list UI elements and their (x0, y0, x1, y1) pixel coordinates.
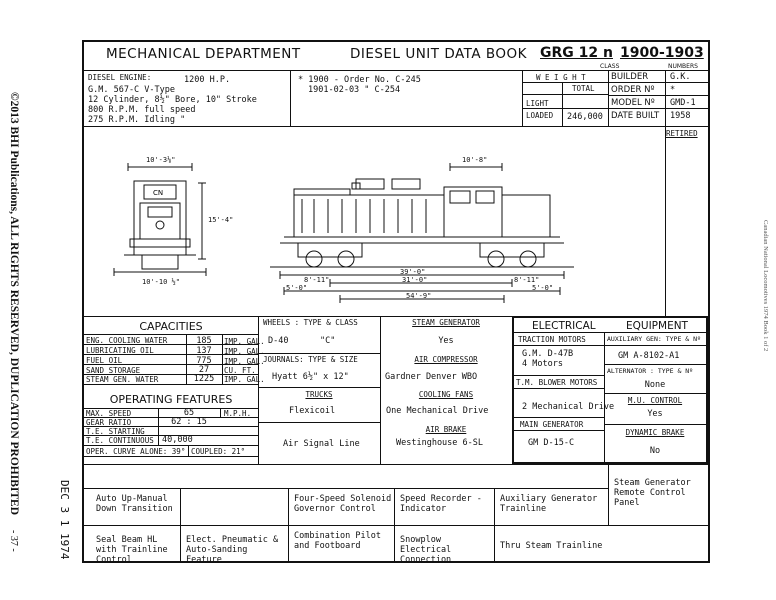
op-row-1-value: 65 (183, 408, 195, 418)
dim-left-1: 8'-11" (304, 276, 330, 284)
divider (84, 488, 608, 489)
divider (84, 384, 258, 385)
engine-line-1: G.M. 567-C V-Type (88, 85, 175, 95)
dim-width-top: 10'-3⅛" (146, 156, 176, 164)
order-no-value: * (670, 85, 676, 95)
mu-control-value: Yes (647, 409, 663, 419)
cap-row-1-unit: IMP. GAL. (224, 337, 265, 346)
op-curve-coupled: COUPLED: 21° (191, 447, 246, 456)
dim-right-1: 8'-11" (514, 276, 540, 284)
received-date-stamp: DEC 3 1 1974 (58, 480, 71, 560)
engine-line-3: 800 R.P.M. full speed (88, 105, 196, 115)
divider (665, 126, 666, 316)
op-row-4-item: T.E. CONTINUOUS (86, 436, 154, 445)
cap-row-2-item: LUBRICATING OIL (86, 346, 154, 355)
cn-logo-text: CN (152, 189, 164, 197)
divider (608, 108, 708, 109)
alternator-value: None (644, 380, 666, 390)
trucks-label: TRUCKS (305, 390, 333, 399)
divider (522, 82, 608, 83)
cap-row-4-value: 27 (198, 365, 210, 375)
divider (84, 334, 258, 335)
aux-gen-label: AUXILIARY GEN: TYPE & Nº (607, 335, 701, 343)
divider (608, 82, 708, 83)
dim-right-2: 5'-0" (532, 284, 554, 292)
cap-row-5-item: STEAM GEN. WATER (86, 375, 159, 384)
divider (84, 456, 258, 457)
main-generator-label: MAIN GENERATOR (520, 420, 584, 429)
feature-extra: Steam Generator Remote Control Panel (614, 478, 691, 508)
divider (522, 108, 608, 109)
steam-gen-label: STEAM GENERATOR (412, 318, 480, 327)
dim-top-right: 10'-8" (462, 156, 488, 164)
department-title: MECHANICAL DEPARTMENT (106, 46, 301, 62)
divider (608, 95, 708, 96)
divider (290, 70, 291, 126)
engine-hp: 1200 H.P. (184, 75, 231, 85)
journals-value: Hyatt 6½" x 12" (272, 372, 349, 382)
engine-line-4: 275 R.P.M. Idling " (88, 115, 186, 125)
brake-signal-value: Air Signal Line (283, 439, 360, 449)
cap-row-3-value: 775 (196, 356, 212, 366)
cooling-fans-value: One Mechanical Drive (386, 406, 489, 416)
wheels-value: D-40 (268, 336, 289, 346)
divider (84, 525, 708, 526)
cap-row-1-item: ENG. COOLING WATER (86, 336, 168, 345)
divider (514, 430, 604, 431)
side-caption: Canadian National Locomotives 1974 Book 1 of 2 (762, 220, 769, 352)
feature-r2-c2: Elect. Pneumatic & Auto-Sanding Feature (186, 535, 279, 565)
dynamic-brake-value: No (649, 446, 661, 456)
op-row-1-item: MAX. SPEED (86, 409, 132, 418)
cap-row-4-unit: CU. FT. (224, 366, 256, 375)
divider (562, 82, 563, 126)
dim-wheelbase: 31'-0" (402, 276, 428, 284)
date-built-label: DATE BUILT (611, 111, 660, 121)
blower-motors-label: T.M. BLOWER MOTORS (516, 378, 598, 387)
feature-r2-c4: Snowplow Electrical Connection (400, 535, 452, 565)
main-generator-value: GM D-15-C (528, 438, 575, 448)
page-number: - 37 - (8, 530, 19, 552)
air-brake-label: AIR BRAKE (425, 425, 467, 434)
front-view (114, 163, 206, 276)
air-brake-value: Westinghouse 6-SL (396, 438, 483, 448)
divider (514, 345, 604, 346)
capacities-title: CAPACITIES (139, 320, 203, 333)
op-row-2-item: GEAR RATIO (86, 418, 132, 427)
op-curve-label: OPER. CURVE ALONE: 39° (86, 447, 186, 456)
divider (604, 393, 706, 394)
dim-overall: 54'-9" (406, 292, 432, 300)
divider (84, 445, 258, 446)
feature-r2-c1: Seal Beam HL with Trainline Control (96, 535, 168, 565)
builder-value: G.K. (670, 72, 691, 82)
engine-label: DIESEL ENGINE: (88, 73, 152, 82)
cap-row-5-value: 1225 (193, 374, 215, 384)
steam-gen-value: Yes (438, 336, 454, 346)
cap-row-5-unit: IMP. GAL. (224, 375, 265, 384)
dim-height: 15'-4" (208, 216, 234, 224)
feature-r2-c5: Thru Steam Trainline (500, 541, 603, 551)
divider (604, 364, 706, 365)
feature-r1-c3: Four-Speed Solenoid Governor Control (294, 494, 392, 514)
weight-total-label: TOTAL (572, 84, 595, 93)
cap-row-4-item: SAND STORAGE (86, 366, 141, 375)
air-compressor-label: AIR COMPRESSOR (414, 355, 478, 364)
feature-r1-c4: Speed Recorder - Indicator (400, 494, 482, 514)
model-no-label: MODEL Nº (611, 98, 655, 108)
op-row-3-item: T.E. STARTING (86, 427, 145, 436)
divider (258, 387, 380, 388)
dim-truck-centers: 39'-0" (400, 268, 426, 276)
op-row-1-unit: M.P.H. (224, 409, 252, 418)
date-built-value: 1958 (670, 111, 691, 121)
divider (604, 345, 706, 346)
model-no-value: GMD-1 (670, 98, 696, 108)
cap-row-2-unit: IMP. GAL. (224, 347, 265, 356)
order-no-label: ORDER Nº (611, 85, 655, 95)
feature-r1-c1: Auto Up-Manual Down Transition (96, 494, 173, 514)
weight-label: W E I G H T (536, 73, 586, 82)
divider (394, 488, 395, 561)
dynamic-brake-label: DYNAMIC BRAKE (625, 428, 685, 437)
divider (522, 70, 523, 126)
order-line-2: 1901-02-03 " C-254 (308, 85, 401, 95)
divider (665, 70, 666, 126)
equipment-title: EQUIPMENT (626, 320, 688, 332)
divider (514, 388, 604, 389)
feature-r1-c5: Auxiliary Generator Trainline (500, 494, 598, 514)
alternator-label: ALTERNATOR : TYPE & Nº (607, 367, 694, 375)
locomotive-drawing (84, 127, 664, 317)
divider (84, 364, 258, 365)
divider (514, 332, 706, 333)
divider (258, 353, 380, 354)
op-row-4-value: 40,000 (162, 435, 193, 445)
divider (84, 354, 258, 355)
op-row-2-value: 62 : 15 (171, 417, 207, 427)
retired-label: RETIRED (666, 129, 698, 138)
feature-r2-c3: Combination Pilot and Footboard (294, 531, 381, 551)
divider (288, 488, 289, 561)
electrical-title: ELECTRICAL (532, 320, 596, 332)
journals-label: JOURNALS: TYPE & SIZE (263, 355, 358, 364)
cooling-fans-label: COOLING FANS (418, 390, 474, 399)
divider (514, 375, 604, 376)
builder-label: BUILDER (611, 72, 649, 82)
cap-row-3-item: FUEL OIL (86, 356, 123, 365)
weight-loaded-label: LOADED (526, 111, 554, 120)
engine-line-2: 12 Cylinder, 8½" Bore, 10" Stroke (88, 95, 257, 105)
weight-loaded-value: 246,000 (567, 112, 603, 122)
cap-row-3-unit: IMP. GAL. (224, 357, 265, 366)
mu-control-label: M.U. CONTROL (627, 396, 683, 405)
divider (220, 408, 221, 417)
wheels-label: WHEELS : TYPE & CLASS (263, 318, 358, 327)
divider (84, 344, 258, 345)
header-divider (84, 70, 708, 71)
book-title: DIESEL UNIT DATA BOOK (350, 46, 528, 62)
divider (84, 464, 708, 465)
aux-gen-value: GM A-8102-A1 (618, 351, 680, 361)
class-label: CLASS (600, 63, 620, 70)
divider (258, 422, 380, 423)
cap-row-2-value: 137 (196, 346, 212, 356)
divider (608, 464, 609, 525)
dim-width-bottom: 10'-10 ½" (142, 278, 180, 286)
operating-title: OPERATING FEATURES (109, 393, 233, 406)
copyright-notice: ©2013 BHI Publications, ALL RIGHTS RESERVED, DUPLICATION PROHIBITED (8, 92, 20, 516)
wheels-class: "C" (320, 336, 336, 346)
air-compressor-value: Gardner Denver WBO (385, 372, 478, 382)
divider (604, 424, 706, 425)
traction-motors-label: TRACTION MOTORS (518, 335, 586, 344)
traction-motors-value-1: G.M. D-47B (522, 349, 574, 359)
divider (608, 70, 609, 126)
divider (188, 445, 189, 456)
cap-row-1-value: 185 (196, 336, 212, 346)
class-code: GRG 12 n (540, 45, 613, 61)
dim-left-2: 5'-0" (286, 284, 308, 292)
divider (522, 94, 608, 95)
divider (222, 334, 223, 384)
order-line-1: * 1900 - Order No. C-245 (298, 75, 421, 85)
blower-motors-value: 2 Mechanical Drive (522, 402, 615, 412)
divider (494, 488, 495, 561)
trucks-value: Flexicoil (289, 406, 336, 416)
unit-numbers: 1900-1903 (620, 45, 704, 61)
divider (514, 417, 604, 418)
numbers-label: NUMBERS (668, 63, 698, 70)
weight-light-label: LIGHT (526, 99, 549, 108)
traction-motors-value-2: 4 Motors (522, 359, 563, 369)
divider (180, 488, 181, 561)
